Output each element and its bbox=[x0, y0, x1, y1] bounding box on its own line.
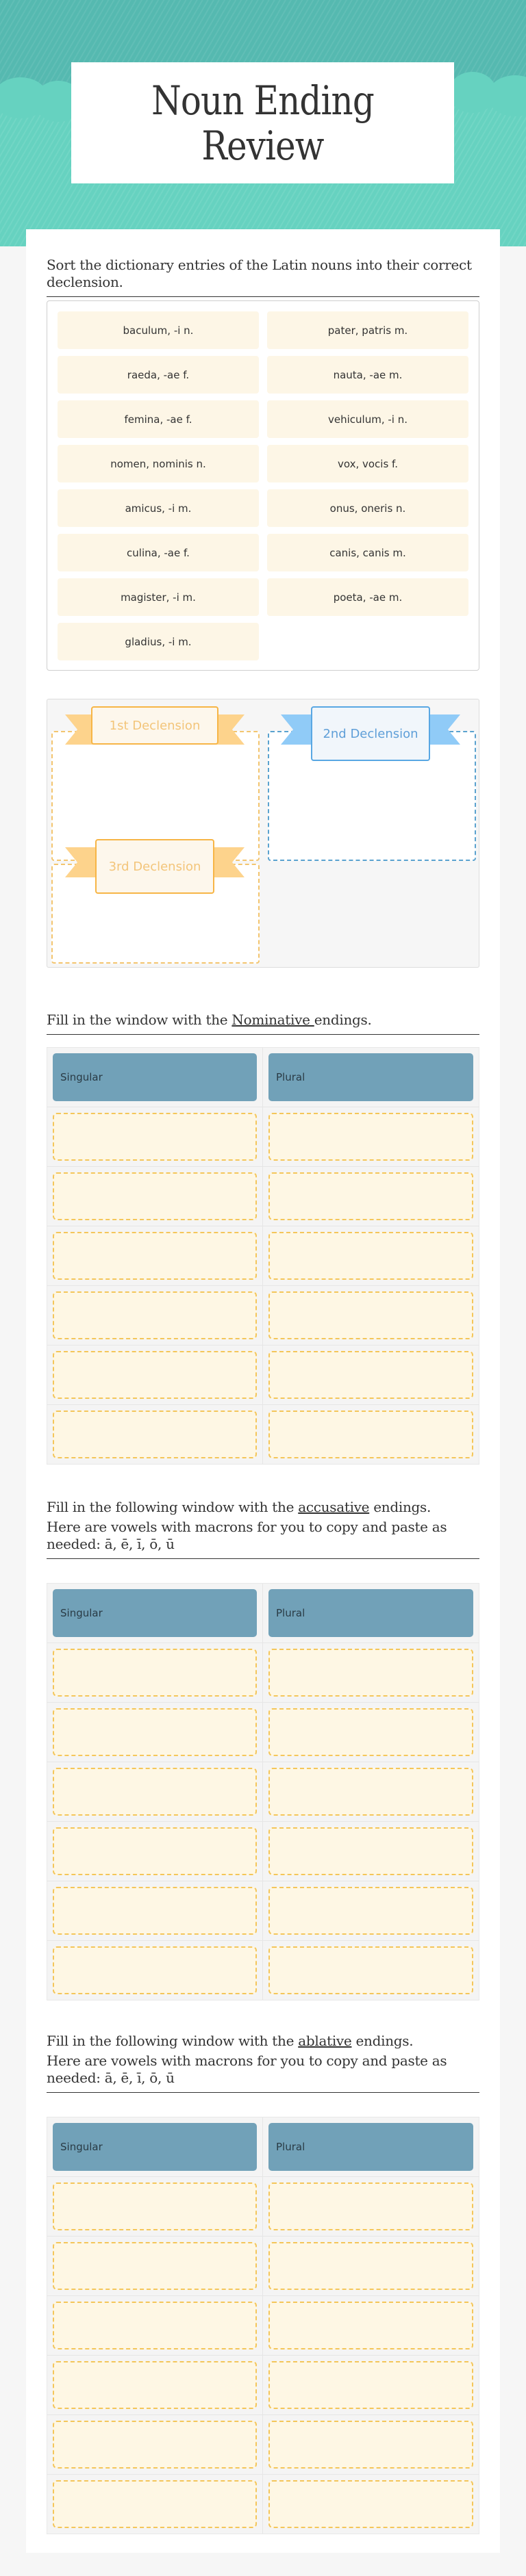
table-cell bbox=[47, 1643, 263, 1702]
ending-drop-zone-plural[interactable] bbox=[268, 2182, 473, 2230]
ending-drop-zone-plural[interactable] bbox=[268, 1887, 473, 1935]
draggable-noun-tile[interactable]: nauta, -ae m. bbox=[267, 356, 468, 394]
worksheet-card bbox=[26, 229, 500, 2553]
table-cell bbox=[263, 1226, 479, 1285]
table-header-row bbox=[47, 2117, 479, 2177]
table-cell bbox=[47, 1405, 263, 1464]
table-row bbox=[47, 1345, 479, 1405]
draggable-noun-tile[interactable]: culina, -ae f. bbox=[58, 534, 259, 571]
nominative-instruction-block bbox=[47, 1012, 479, 1035]
table-row bbox=[47, 1286, 479, 1345]
sort-instruction-block bbox=[47, 257, 479, 297]
table-row bbox=[47, 1941, 479, 2000]
ending-drop-zone-singular[interactable] bbox=[53, 2242, 257, 2290]
column-header-singular: Singular bbox=[53, 2123, 257, 2171]
ending-drop-zone-plural[interactable] bbox=[268, 2480, 473, 2528]
ending-drop-zone-plural[interactable] bbox=[268, 1827, 473, 1875]
table-cell bbox=[263, 1405, 479, 1464]
divider bbox=[47, 1034, 479, 1035]
word-bank bbox=[47, 300, 479, 671]
column-header-plural: Plural bbox=[268, 1589, 473, 1637]
declension-sorting-area bbox=[47, 699, 479, 968]
ending-drop-zone-singular[interactable] bbox=[53, 1887, 257, 1935]
column-header-plural: Plural bbox=[268, 2123, 473, 2171]
draggable-noun-tile[interactable]: onus, oneris n. bbox=[267, 489, 468, 527]
accusative-endings-table bbox=[47, 1583, 479, 2000]
ending-drop-zone-singular[interactable] bbox=[53, 2302, 257, 2349]
ending-drop-zone-singular[interactable] bbox=[53, 1946, 257, 1994]
ending-drop-zone-singular[interactable] bbox=[53, 2421, 257, 2469]
draggable-noun-tile[interactable]: gladius, -i m. bbox=[58, 623, 259, 660]
table-row bbox=[47, 1226, 479, 1286]
column-header-singular: Singular bbox=[53, 1589, 257, 1637]
table-cell bbox=[47, 2415, 263, 2474]
ending-drop-zone-plural[interactable] bbox=[268, 2242, 473, 2290]
ending-drop-zone-singular[interactable] bbox=[53, 1351, 257, 1399]
category-label-3rd-declension bbox=[65, 839, 245, 886]
ending-drop-zone-singular[interactable] bbox=[53, 1113, 257, 1161]
table-cell bbox=[47, 2177, 263, 2236]
ending-drop-zone-singular[interactable] bbox=[53, 1291, 257, 1339]
draggable-noun-tile[interactable]: magister, -i m. bbox=[58, 578, 259, 616]
ending-drop-zone-singular[interactable] bbox=[53, 1827, 257, 1875]
ending-drop-zone-singular[interactable] bbox=[53, 1708, 257, 1756]
ending-drop-zone-plural[interactable] bbox=[268, 1708, 473, 1756]
draggable-noun-tile[interactable]: pater, patris m. bbox=[267, 311, 468, 349]
ending-drop-zone-singular[interactable] bbox=[53, 1768, 257, 1816]
draggable-noun-tile[interactable]: nomen, nominis n. bbox=[58, 445, 259, 482]
ablative-endings-table bbox=[47, 2117, 479, 2534]
table-row bbox=[47, 2415, 479, 2475]
ending-drop-zone-singular[interactable] bbox=[53, 2480, 257, 2528]
category-title: 3rd Declension bbox=[95, 839, 214, 894]
table-cell bbox=[47, 1762, 263, 1821]
table-cell bbox=[47, 2475, 263, 2534]
sort-instruction: Sort the dictionary entries of the Latin nouns into their correct declension. bbox=[47, 257, 472, 290]
case-name: ablative bbox=[298, 2033, 352, 2049]
table-cell bbox=[263, 1286, 479, 1345]
accusative-instruction: Fill in the following window with the accusative endings. Here are vowels with macrons for you to copy and paste as needed: ā, ē, ī, ō, ū bbox=[47, 1499, 479, 1553]
table-cell bbox=[263, 2237, 479, 2295]
table-cell bbox=[47, 1941, 263, 2000]
table-row bbox=[47, 1762, 479, 1822]
table-cell bbox=[263, 1941, 479, 2000]
table-header-row bbox=[47, 1584, 479, 1643]
table-cell bbox=[263, 1167, 479, 1226]
ending-drop-zone-plural[interactable] bbox=[268, 1291, 473, 1339]
word-bank-grid bbox=[58, 311, 468, 660]
accusative-instruction-block bbox=[47, 1499, 479, 1559]
ending-drop-zone-plural[interactable] bbox=[268, 1768, 473, 1816]
table-cell bbox=[263, 2475, 479, 2534]
macron-note: Here are vowels with macrons for you to copy and paste as needed: ā, ē, ī, ō, ū bbox=[47, 1519, 447, 1552]
category-label-1st-declension bbox=[65, 706, 245, 753]
table-row bbox=[47, 1643, 479, 1703]
ending-drop-zone-singular[interactable] bbox=[53, 1232, 257, 1280]
table-cell bbox=[263, 1345, 479, 1404]
draggable-noun-tile[interactable]: poeta, -ae m. bbox=[267, 578, 468, 616]
divider bbox=[47, 1558, 479, 1559]
table-header-cell bbox=[263, 1584, 479, 1643]
table-cell bbox=[47, 1703, 263, 1762]
page-header bbox=[0, 0, 526, 246]
table-header-row bbox=[47, 1048, 479, 1107]
case-name: accusative bbox=[298, 1499, 370, 1515]
table-cell bbox=[47, 1881, 263, 1940]
ending-drop-zone-plural[interactable] bbox=[268, 1351, 473, 1399]
ending-drop-zone-plural[interactable] bbox=[268, 1411, 473, 1458]
ablative-instruction: Fill in the following window with the ablative endings. Here are vowels with macrons for you to copy and paste as needed: ā, ē, ī, ō, ū bbox=[47, 2033, 479, 2087]
table-cell bbox=[263, 2177, 479, 2236]
macron-note: Here are vowels with macrons for you to copy and paste as needed: ā, ē, ī, ō, ū bbox=[47, 2052, 447, 2086]
table-cell bbox=[47, 1345, 263, 1404]
case-name: Nominative bbox=[231, 1012, 314, 1028]
table-cell bbox=[47, 1226, 263, 1285]
table-row bbox=[47, 2237, 479, 2296]
ending-drop-zone-singular[interactable] bbox=[53, 1411, 257, 1458]
table-cell bbox=[263, 1643, 479, 1702]
nominative-instruction: Fill in the window with the Nominative endings. bbox=[47, 1012, 372, 1028]
table-row bbox=[47, 1822, 479, 1881]
draggable-noun-tile[interactable]: vehiculum, -i n. bbox=[267, 400, 468, 438]
table-cell bbox=[47, 1107, 263, 1166]
ending-drop-zone-plural[interactable] bbox=[268, 1946, 473, 1994]
table-row bbox=[47, 2296, 479, 2356]
page-title: Noun Ending Review bbox=[151, 77, 374, 169]
ending-drop-zone-singular[interactable] bbox=[53, 1172, 257, 1220]
table-cell bbox=[47, 2296, 263, 2355]
divider bbox=[47, 296, 479, 297]
ablative-instruction-block bbox=[47, 2033, 479, 2093]
table-cell bbox=[263, 1762, 479, 1821]
nominative-endings-table bbox=[47, 1047, 479, 1465]
ending-drop-zone-singular[interactable] bbox=[53, 1649, 257, 1697]
table-header-cell bbox=[263, 2117, 479, 2176]
table-row bbox=[47, 1703, 479, 1762]
table-row bbox=[47, 2177, 479, 2237]
table-row bbox=[47, 2356, 479, 2415]
ending-drop-zone-singular[interactable] bbox=[53, 2182, 257, 2230]
table-cell bbox=[263, 1881, 479, 1940]
draggable-noun-tile[interactable]: raeda, -ae f. bbox=[58, 356, 259, 394]
table-cell bbox=[263, 2356, 479, 2414]
table-cell bbox=[263, 1107, 479, 1166]
draggable-noun-tile[interactable]: baculum, -i n. bbox=[58, 311, 259, 349]
table-header-cell bbox=[263, 1048, 479, 1107]
ending-drop-zone-plural[interactable] bbox=[268, 1172, 473, 1220]
ending-drop-zone-plural[interactable] bbox=[268, 1649, 473, 1697]
table-cell bbox=[47, 1286, 263, 1345]
table-row bbox=[47, 1405, 479, 1464]
draggable-noun-tile[interactable]: amicus, -i m. bbox=[58, 489, 259, 527]
ending-drop-zone-plural[interactable] bbox=[268, 2302, 473, 2349]
table-header-cell bbox=[47, 1584, 263, 1643]
table-cell bbox=[263, 1703, 479, 1762]
table-header-cell bbox=[47, 2117, 263, 2176]
table-header-cell bbox=[47, 1048, 263, 1107]
table-cell bbox=[47, 1167, 263, 1226]
category-title: 2nd Declension bbox=[311, 706, 430, 761]
category-title: 1st Declension bbox=[91, 706, 218, 745]
column-header-plural: Plural bbox=[268, 1053, 473, 1101]
table-row bbox=[47, 1167, 479, 1226]
draggable-noun-tile[interactable]: femina, -ae f. bbox=[58, 400, 259, 438]
ending-drop-zone-singular[interactable] bbox=[53, 2361, 257, 2409]
category-label-2nd-declension bbox=[281, 706, 460, 753]
table-cell bbox=[263, 2415, 479, 2474]
column-header-singular: Singular bbox=[53, 1053, 257, 1101]
table-row bbox=[47, 1881, 479, 1941]
table-cell bbox=[47, 2237, 263, 2295]
table-cell bbox=[263, 2296, 479, 2355]
ending-drop-zone-plural[interactable] bbox=[268, 2421, 473, 2469]
table-row bbox=[47, 2475, 479, 2534]
table-cell bbox=[47, 2356, 263, 2414]
divider bbox=[47, 2092, 479, 2093]
table-cell bbox=[263, 1822, 479, 1881]
draggable-noun-tile[interactable]: vox, vocis f. bbox=[267, 445, 468, 482]
ending-drop-zone-plural[interactable] bbox=[268, 1113, 473, 1161]
draggable-noun-tile[interactable]: canis, canis m. bbox=[267, 534, 468, 571]
ending-drop-zone-plural[interactable] bbox=[268, 1232, 473, 1280]
title-box bbox=[71, 62, 454, 183]
table-row bbox=[47, 1107, 479, 1167]
table-cell bbox=[47, 1822, 263, 1881]
ending-drop-zone-plural[interactable] bbox=[268, 2361, 473, 2409]
